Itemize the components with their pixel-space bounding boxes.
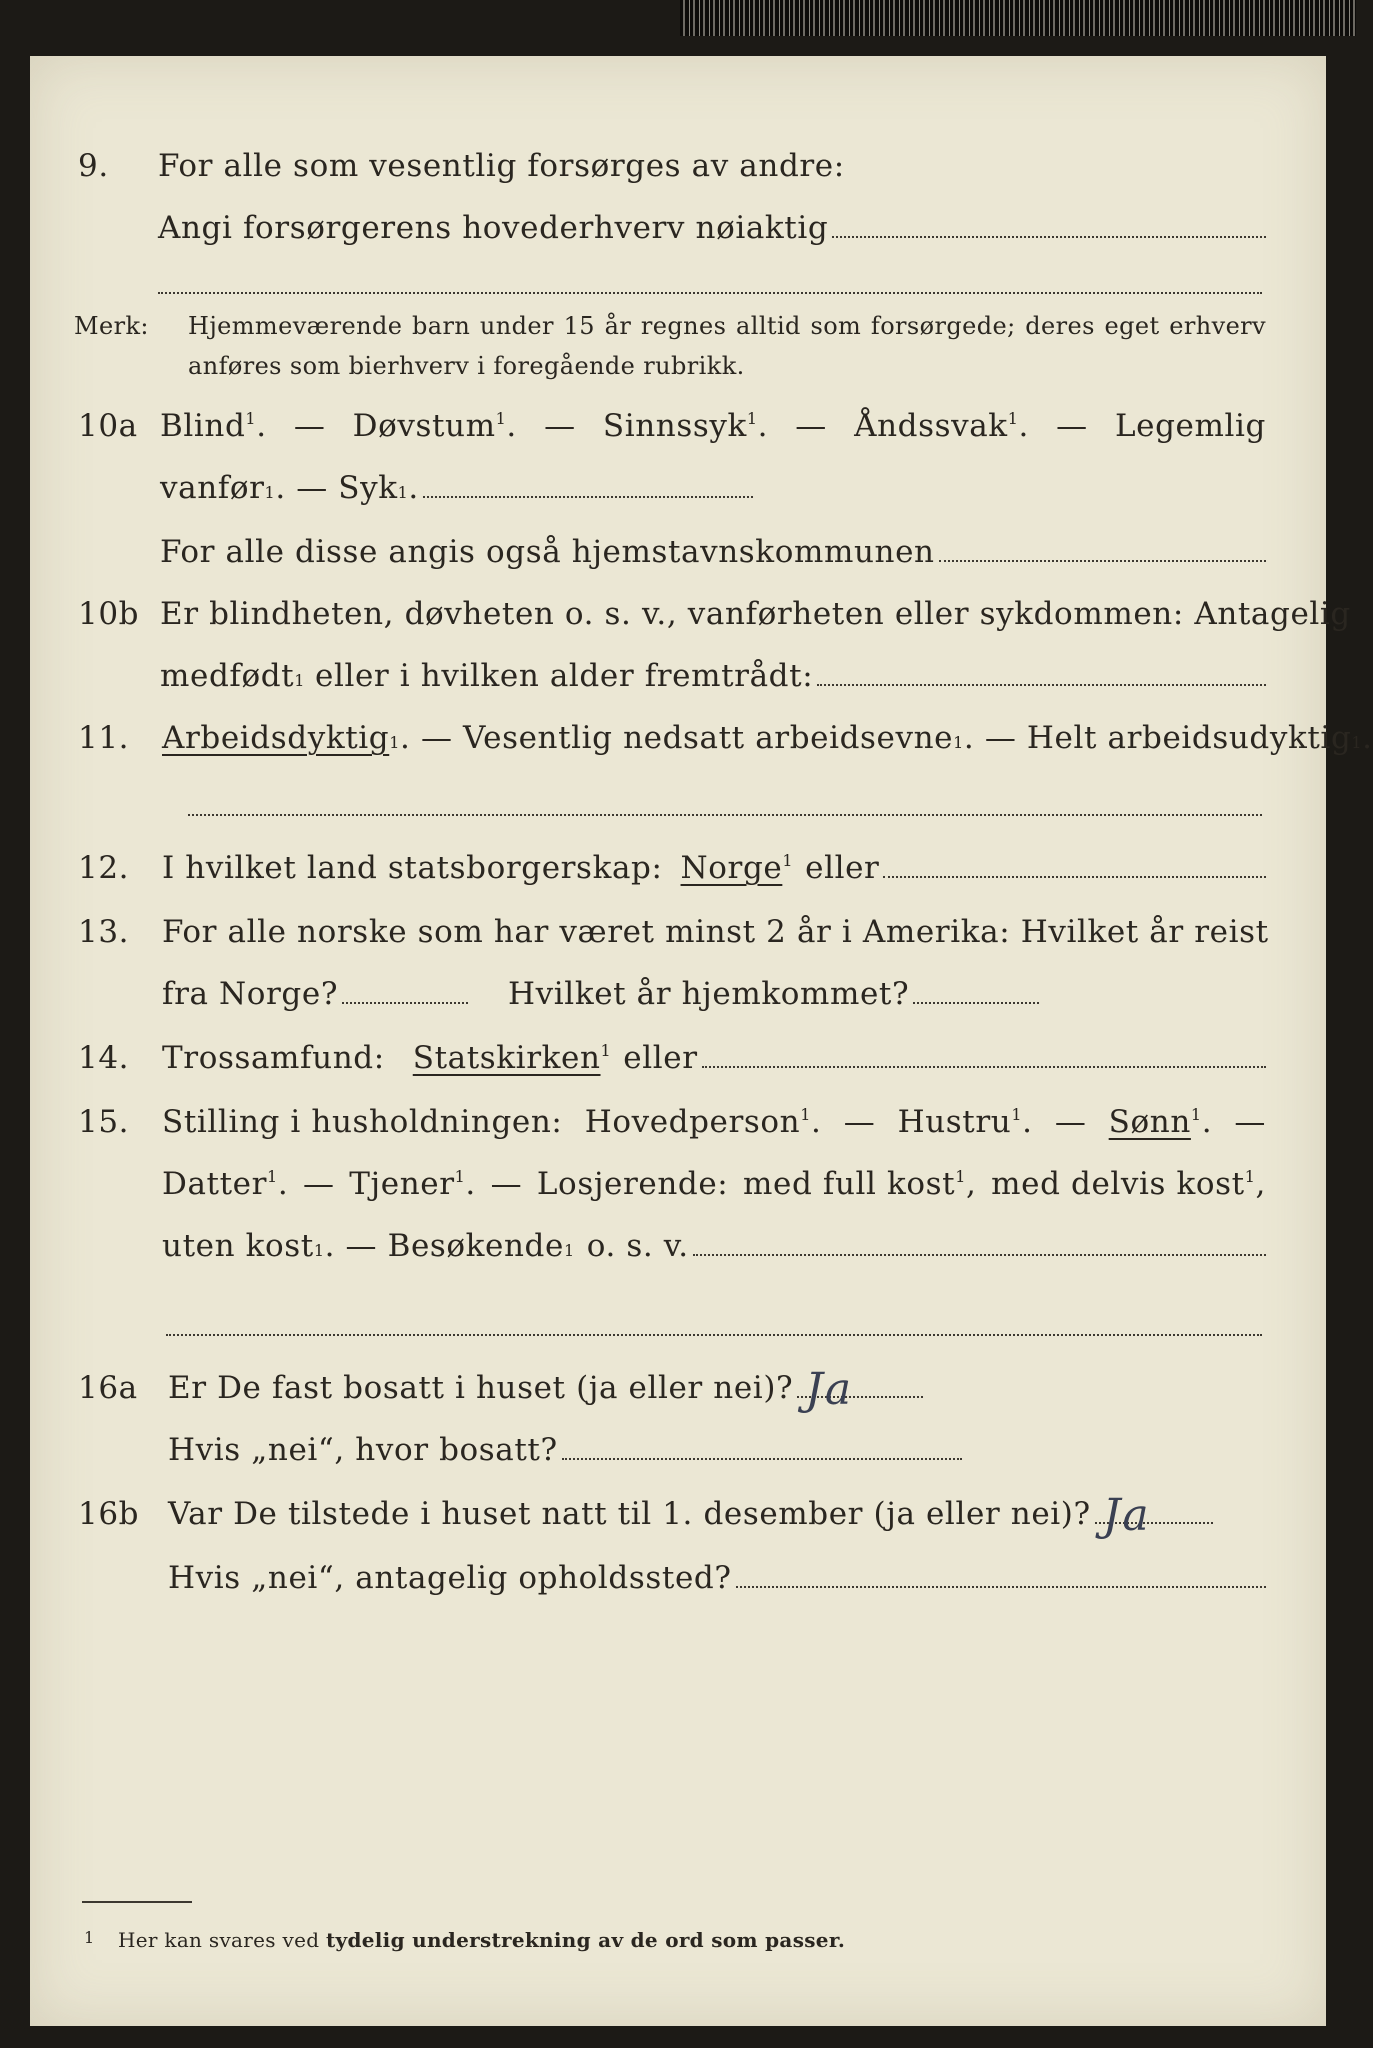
footnote: [84, 1928, 846, 1952]
scan-barcode-strip: [680, 0, 1356, 36]
q15-hustru: Hustru: [897, 1104, 1012, 1140]
q14-statskirken: Statskirken: [412, 1040, 601, 1076]
census-form-page: [30, 56, 1373, 2026]
q12-line: 12. I hvilket land statsborgerskap: Norge$^1$ eller: [30, 846, 1326, 890]
q10a-line1: 10a Blind$^1$. — Døvstum$^1$. — Sinnssyk$^1$. — Åndssvak$^1$. — Legemlig: [78, 408, 1266, 444]
q15-number: 15.: [78, 1104, 130, 1140]
q13-text: For alle norske som har været minst 2 år i Amerika: Hvilket år reist: [162, 914, 1269, 950]
q10a-number: 10a: [78, 408, 138, 444]
q13-line2: [30, 972, 1326, 1016]
q13-fra-norge-field[interactable]: [342, 1002, 468, 1004]
merk-label: Merk:: [74, 312, 149, 340]
q15-hovedperson: Hovedperson: [584, 1104, 801, 1140]
q10a-legemlig: Legemlig: [1114, 408, 1266, 444]
q14-line: 14. Trossamfund: Statskirken$^1$ eller: [30, 1036, 1326, 1080]
footnote-text: Her kan svares ved: [118, 1928, 320, 1952]
q10b-line1: [30, 592, 1351, 636]
q16a-line1: [30, 1364, 1326, 1415]
q16b-number: 16b: [78, 1496, 140, 1532]
q16b-line1: [30, 1490, 1326, 1541]
q13-hjemkommet: Hvilket år hjemkommet?: [508, 976, 910, 1012]
q10a-hjemstavn-label: For alle disse angis også hjemstavnskommunen: [160, 534, 935, 570]
q16a-text: Er De fast bosatt i huset (ja eller nei)?: [168, 1370, 794, 1406]
q16a-line2: [30, 1428, 1326, 1472]
q10a-blind: Blind: [160, 408, 246, 444]
q9-extra-line[interactable]: [158, 292, 1262, 294]
q12-text: I hvilket land statsborgerskap:: [162, 850, 663, 886]
q10b-line2: medfødt 1 eller i hvilken alder fremtrådt:: [30, 654, 1326, 698]
q11-number: 11.: [78, 720, 130, 756]
q16b-opholdssted-label: Hvis „nei“, antagelig opholdssted?: [168, 1560, 732, 1596]
merk-line1: Hjemmeværende barn under 15 år regnes alltid som forsørgede; deres eget erhverv: [188, 312, 1266, 340]
q16b-text: Var De tilstede i huset natt til 1. desember (ja eller nei)?: [168, 1496, 1091, 1532]
q11-ufor: — Helt arbeidsudyktig: [984, 720, 1352, 756]
q13-fra-norge: fra Norge?: [162, 976, 339, 1012]
q11-arbeidsdyktig: Arbeidsdyktig: [162, 720, 390, 756]
q10b-alder-field[interactable]: [817, 684, 1266, 686]
q15-line2: Datter$^1$. — Tjener$^1$. — Losjerende: med full kost$^1$, med delvis kost$^1$,: [162, 1166, 1266, 1202]
q16b-answer-handwritten: Ja: [1102, 1490, 1151, 1541]
merk-line2: anføres som bierhverv i foregående rubrikk.: [188, 352, 745, 380]
q16b-line2: [30, 1556, 1326, 1600]
q10b-text: Er blindheten, døvheten o. s. v., vanførheten eller sykdommen: Antagelig: [160, 596, 1351, 632]
q10b-medfodt: medfødt: [160, 658, 295, 694]
q15-full-kost: med full kost: [743, 1166, 956, 1202]
q12-norge: Norge: [680, 850, 783, 886]
q13-hjemkommet-field[interactable]: [913, 1002, 1039, 1004]
q9-text: For alle som vesentlig forsørges av andre:: [158, 148, 845, 184]
q13-number: 13.: [78, 914, 130, 950]
q16a-bosatt-label: Hvis „nei“, hvor bosatt?: [168, 1432, 558, 1468]
q10a-line3: [30, 530, 1326, 574]
q12-number: 12.: [78, 850, 130, 886]
footnote-mark: 1: [84, 1928, 95, 1947]
q12-eller: eller: [805, 850, 880, 886]
q11-nedsatt: — Vesentlig nedsatt arbeidsevne: [420, 720, 954, 756]
q14-field[interactable]: [702, 1066, 1266, 1068]
q10a-syk-field[interactable]: [423, 496, 753, 498]
q11-line1: 11. Arbeidsdyktig 1 . — Vesentlig nedsatt arbeidsevne 1 . — Helt arbeidsudyktig 1 .: [78, 720, 1373, 756]
q10b-number: 10b: [78, 596, 140, 632]
q15-delvis-kost: med delvis kost: [991, 1166, 1245, 1202]
q16a-answer-handwritten: Ja: [805, 1364, 854, 1415]
q14-number: 14.: [78, 1040, 130, 1076]
q15-besokende: Besøkende: [387, 1228, 564, 1264]
q15-datter: Datter: [162, 1166, 268, 1202]
q10a-vanfor: vanfør: [160, 470, 265, 506]
q9-provider-label: Angi forsørgerens hovederhverv nøiaktig: [158, 210, 829, 246]
q10a-syk: Syk: [338, 470, 398, 506]
q14-eller: eller: [623, 1040, 698, 1076]
q10b-alder-label: eller i hvilken alder fremtrådt:: [315, 658, 814, 694]
q9-number: 9.: [78, 148, 109, 184]
q15-sonn: Sønn: [1108, 1104, 1191, 1140]
q12-field[interactable]: [883, 876, 1266, 878]
q15-line3: uten kost 1 . — Besøkende 1 o. s. v.: [30, 1224, 1326, 1268]
q9-line2: [30, 206, 1326, 250]
q16a-number: 16a: [78, 1370, 138, 1406]
q13-line1: [30, 910, 1326, 954]
footnote-bold-text: tydelig understrekning av de ord som passer.: [326, 1928, 846, 1952]
q10a-sinnssyk: Sinnssyk: [602, 408, 747, 444]
q15-tjener: Tjener: [349, 1166, 455, 1202]
q10a-hjemstavn-field[interactable]: [939, 560, 1266, 562]
q15-label: Stilling i husholdningen:: [162, 1104, 563, 1140]
q15-osv: o. s. v.: [586, 1228, 689, 1264]
q16b-opholdssted-field[interactable]: [736, 1586, 1266, 1588]
q9-line1: [30, 144, 1326, 188]
q15-extra-line[interactable]: [166, 1334, 1262, 1336]
q10a-andssvak: Åndssvak: [854, 408, 1008, 444]
q10a-dovstum: Døvstum: [352, 408, 496, 444]
q15-field[interactable]: [693, 1254, 1266, 1256]
footnote-rule: [82, 1901, 192, 1903]
q9-provider-field[interactable]: [832, 236, 1266, 238]
q10a-line2: vanfør 1 . — Syk 1 .: [30, 466, 1326, 510]
q15-uten-kost: uten kost: [162, 1228, 314, 1264]
q16a-bosatt-field[interactable]: [562, 1458, 962, 1460]
q15-losjerende: Losjerende:: [536, 1166, 729, 1202]
q11-extra-line[interactable]: [188, 814, 1262, 816]
q15-line1: 15. Stilling i husholdningen: Hovedperson$^1$. — Hustru$^1$. — Sønn$^1$. —: [78, 1104, 1266, 1140]
q14-label: Trossamfund:: [162, 1040, 385, 1076]
